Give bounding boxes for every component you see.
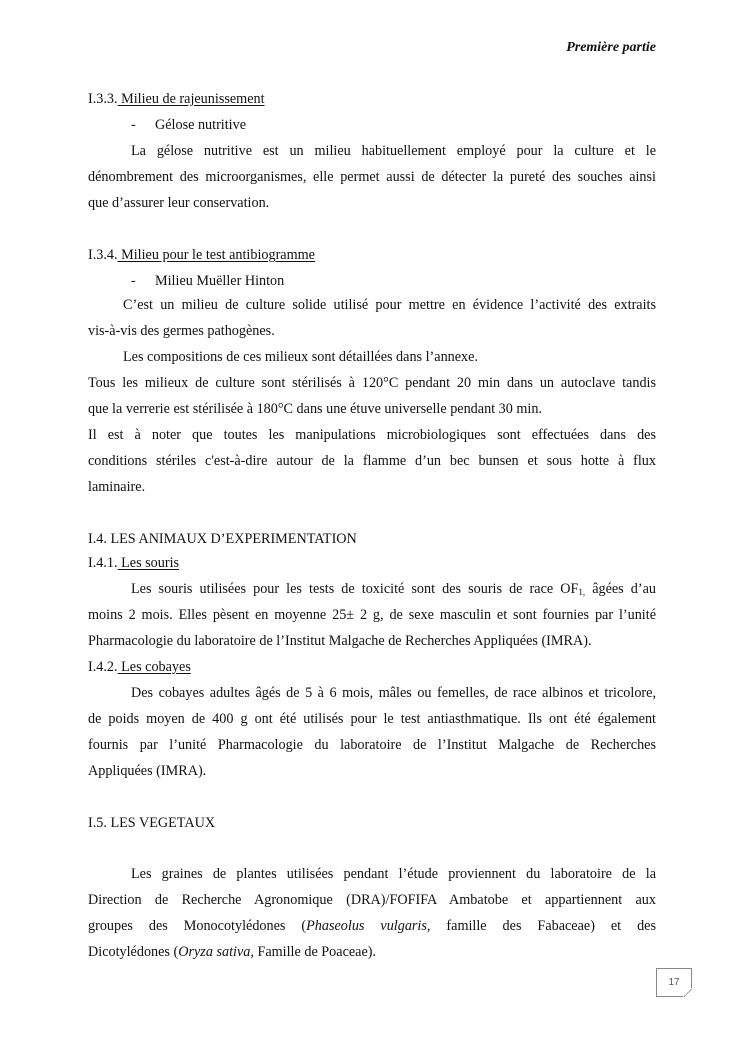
- paragraph-line: C’est un milieu de culture solide utilisé pour mettre en évidence l’activité des extraits: [123, 297, 656, 313]
- paragraph-line: conditions stériles c'est-à-dire autour de la flamme d’un bec bunsen et sous hotte à flux: [88, 453, 656, 469]
- paragraph-line: Il est à noter que toutes les manipulations microbiologiques sont effectuées dans des: [88, 427, 656, 443]
- page-number: 17: [668, 977, 680, 988]
- paragraph-line: de poids moyen de 400 g ont été utilisés pour le test antiasthmatique. Ils ont été également: [88, 711, 656, 727]
- text-run: âgées d’au: [585, 581, 656, 597]
- paragraph-line: Les compositions de ces milieux sont détaillées dans l’annexe.: [123, 349, 478, 365]
- text-run: , famille des Fabaceae) et des: [426, 918, 656, 934]
- section-heading-1-5: I.5. LES VEGETAUX: [88, 815, 216, 831]
- bullet-dash: -: [131, 273, 136, 289]
- paragraph-line: [131, 576, 656, 602]
- section-heading-1-3-3: [88, 86, 656, 112]
- page-number-box: [656, 968, 692, 997]
- paragraph-line: Tous les milieux de culture sont stérilisés à 120°C pendant 20 min dans un autoclave tandis: [88, 375, 656, 391]
- text-run: groupes des Monocotylédones (: [88, 918, 307, 934]
- text-run: Dicotylédones (: [88, 944, 179, 960]
- species-name: Phaseolus vulgaris: [306, 918, 427, 934]
- bullet-dash: -: [131, 117, 136, 133]
- section-number: I.3.3.: [88, 91, 118, 107]
- species-name: Oryza sativa: [178, 944, 251, 960]
- paragraph-line: Les graines de plantes utilisées pendant l’étude proviennent du laboratoire de la: [131, 866, 656, 882]
- bullet-text: Milieu Muëller Hinton: [155, 273, 285, 289]
- page-corner-fold-icon: [683, 988, 692, 997]
- paragraph-line: La gélose nutritive est un milieu habituellement employé pour la culture et le: [131, 143, 656, 159]
- section-heading-1-4-2: [88, 654, 656, 680]
- section-heading-1-4: I.4. LES ANIMAUX D’EXPERIMENTATION: [88, 531, 357, 547]
- text-run: , Famille de Poaceae).: [250, 944, 377, 960]
- bullet-item: [131, 112, 431, 138]
- section-title: Milieu de rajeunissement: [117, 91, 265, 107]
- bullet-text: Gélose nutritive: [155, 117, 247, 133]
- running-header: Première partie: [566, 40, 656, 55]
- bullet-item: [131, 268, 431, 294]
- section-title: Les cobayes: [117, 659, 191, 675]
- subscript: 1,: [578, 587, 586, 597]
- text-run: Les souris utilisées pour les tests de toxicité sont des souris de race OF: [131, 581, 579, 597]
- paragraph-line: fournis par l’unité Pharmacologie du laboratoire de l’Institut Malgache de Recherches: [88, 737, 656, 753]
- paragraph-line: moins 2 mois. Elles pèsent en moyenne 25± 2 g, de sexe masculin et sont fournies par l’unité: [88, 607, 656, 623]
- section-number: I.4.1.: [88, 555, 118, 571]
- section-number: I.3.4.: [88, 247, 118, 263]
- paragraph-line: [88, 939, 656, 965]
- section-heading-1-4-1: [88, 550, 656, 576]
- paragraph-line: vis-à-vis des germes pathogènes.: [88, 323, 275, 339]
- paragraph-line: Appliquées (IMRA).: [88, 763, 207, 779]
- paragraph-line: Direction de Recherche Agronomique (DRA)/FOFIFA Ambatobe et appartiennent aux: [88, 892, 656, 908]
- paragraph-line: Des cobayes adultes âgés de 5 à 6 mois, mâles ou femelles, de race albinos et tricolore,: [131, 685, 656, 701]
- section-heading-1-3-4: [88, 242, 656, 268]
- paragraph-line: [88, 913, 656, 939]
- section-title: Les souris: [117, 555, 180, 571]
- paragraph-line: dénombrement des microorganismes, elle permet aussi de détecter la pureté des souches ainsi: [88, 169, 656, 185]
- section-title: Milieu pour le test antibiogramme: [117, 247, 315, 263]
- paragraph-line: que d’assurer leur conservation.: [88, 195, 270, 211]
- paragraph-line: laminaire.: [88, 479, 146, 495]
- paragraph-line: Pharmacologie du laboratoire de l’Institut Malgache de Recherches Appliquées (IMRA).: [88, 633, 592, 649]
- paragraph-line: que la verrerie est stérilisée à 180°C dans une étuve universelle pendant 30 min.: [88, 401, 543, 417]
- section-number: I.4.2.: [88, 659, 118, 675]
